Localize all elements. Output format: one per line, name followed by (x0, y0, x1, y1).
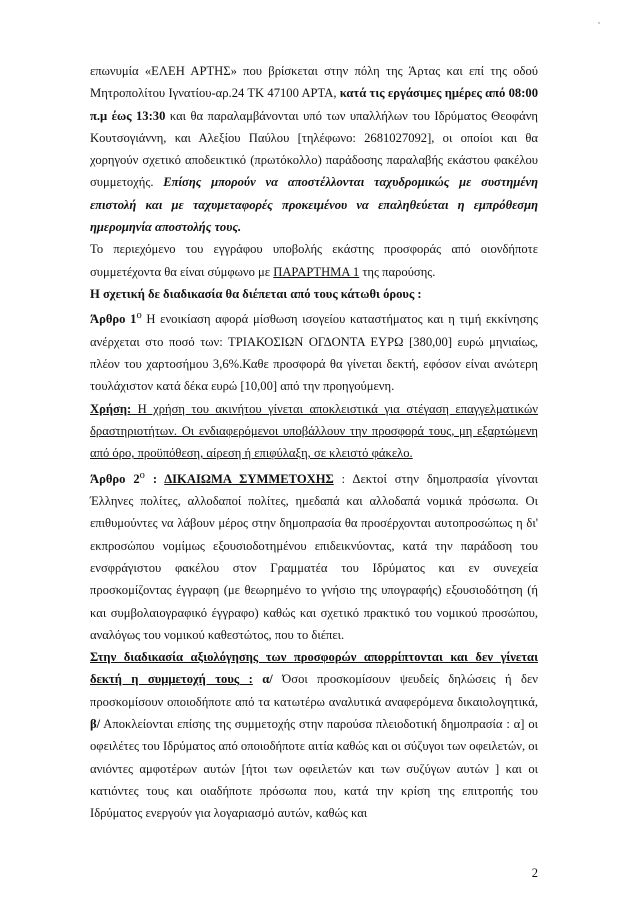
participation-right-heading: ΔΙΚΑΙΩΜΑ ΣΥΜΜΕΤΟΧΗΣ (164, 471, 334, 486)
article-2-text: : Δεκτοί στην δημοπρασία γίνονται Έλληνες πολίτες, αλλοδαποί πολίτες, ημεδαπά και αλλοδαπά νομικά πρόσωπα. Οι επιθυμούντες να λάβουν μέρος στην δημοπρασία θα προσέρχονται αυτοπροσώπως η δι' εκπροσώπου νομίμως εξουσιοδοτημένου επιδεικνύοντας, κατά την παράδοση του ενσφράγιστου φακέλου στον Γραμματέα του Ιδρύματος και εν συνεχεία προσκομίζοντας έγγραφη (με θεωρημένο το γνήσιο της υπογραφής) εξουσιοδότηση (ή και συμβολαιογραφικό έγγραφο) καθώς και σχετικό πρακτικό του νομικού προσώπου, αναλόγως του νομικού καθεστώτος, που το διέπει. (90, 471, 539, 642)
working-hours-bold: κατά τις εργάσιμες ημέρες από 08:00 π.μ έως 13:30 (90, 86, 538, 123)
annex-reference: ΠΑΡΑΡΤΗΜΑ 1 (273, 264, 360, 279)
usage-label: Χρήση: (90, 401, 132, 416)
paragraph-offer-content (90, 238, 538, 283)
document-body (90, 60, 538, 824)
article-2-label: Άρθρο 2 (90, 471, 140, 486)
item-b-text: Αποκλείονται επίσης της συμμετοχής στην παρούσα πλειοδοτική δημοπρασία : α] οι οφειλέτες του Ιδρύματος από οποιοδήποτε αιτία καθώς και οι σύζυγοι των οφειλετών, οι ανιόντες αμφοτέρων αυτών [ήτοι των οφειλετών και των συζύγων αυτών ] και οι κατιόντες τους και οιαδήποτε πρόσωπα που, κατά την κρίση της επιτροπής του Ιδρύματος ενεργούν για λογαριασμό αυτών, καθώς και (90, 716, 538, 821)
article-1-text: Η ενοικίαση αφορά μίσθωση ισογείου καταστήματος και η τιμή εκκίνησης ανέρχεται στο ποσό των: ΤΡΙΑΚΟΣΙΩΝ ΟΓΔΟΝΤΑ ΕΥΡΩ [380,00] ευρώ μηνιαίως, πλέον του χαρτοσήμου 3,6%.Καθε προσφορά θα γίνεται δεκτή, εφόσον είναι ανώτερη τουλάχιστον κατά δέκα ευρώ [10,00] από την προηγούμενη. (90, 312, 539, 394)
paragraph-submission-details (90, 60, 538, 238)
postal-submission-bold: Επίσης μπορούν να αποστέλλονται ταχυδρομικώς με συστημένη επιστολή και με ταχυμεταφορές προκειμένου να επαληθεύεται η εμπρόθεσμη ημερομηνία αποστολής τους. (90, 175, 539, 235)
article-2-separator: : (144, 471, 165, 486)
scan-speck (598, 22, 600, 24)
text-run: Το περιεχόμενο του εγγράφου υποβολής εκάστης προσφοράς από οιονδήποτε συμμετέχοντα θα είναι σύμφωνο με (90, 242, 538, 279)
item-a-text: Όσοι προσκομίσουν ψευδείς δηλώσεις ή δεν προσκομίσουν οποιοδήποτε από τα κατωτέρω αναλυτικά αναφερόμενα δικαιολογητικά, (90, 672, 538, 709)
article-1-label: Άρθρο 1 (90, 312, 137, 327)
terms-heading: Η σχετική δε διαδικασία θα διέπεται από τους κάτωθι όρους : (90, 286, 422, 301)
article-2 (90, 465, 538, 647)
usage-clause (90, 398, 538, 465)
item-a-marker: α/ (252, 672, 273, 687)
usage-text: Η χρήση του ακινήτου γίνεται αποκλειστικά για στέγαση επαγγελματικών δραστηριοτήτων. Οι ενδιαφερόμενοι υποβάλλουν την προσφορά τους, μη εξαρτώμενη από όρο, προϋπόθεση, αίρεση ή επιφύλαξη, σε κλειστό φάκελο. (90, 401, 538, 461)
page-number: 2 (531, 866, 538, 880)
text-run: της παρούσης. (359, 264, 436, 279)
exclusion-clause (90, 646, 538, 824)
article-1 (90, 305, 538, 397)
text-run: και θα παραλαμβάνονται υπό των υπαλλήλων του Ιδρύματος Θεοφάνη Κουτσογιάννη, και Αλεξίου Παύλου [τηλέφωνο: 2681027092], οι οποίοι και θα χορηγούν σχετικό αποδεικτικό (πρωτόκολλο) παράδοσης παραλαβής εκάστου φακέλου συμμετοχής. (90, 108, 539, 190)
item-b-marker: β/ (90, 716, 101, 731)
exclusion-heading: Στην διαδικασία αξιολόγησης των προσφορών απορρίπτονται και δεν γίνεται δεκτή η συμμετοχή τους : (90, 650, 538, 687)
article-2-superscript: ο (139, 469, 145, 481)
article-1-superscript: ο (136, 310, 142, 322)
text-run: επωνυμία «ΕΛΕΗ ΑΡΤΗΣ» που βρίσκεται στην πόλη της Άρτας και επί της οδού Μητροπολίτου Ιγνατίου-αρ.24 ΤΚ 47100 ΑΡΤΑ, (90, 64, 538, 101)
